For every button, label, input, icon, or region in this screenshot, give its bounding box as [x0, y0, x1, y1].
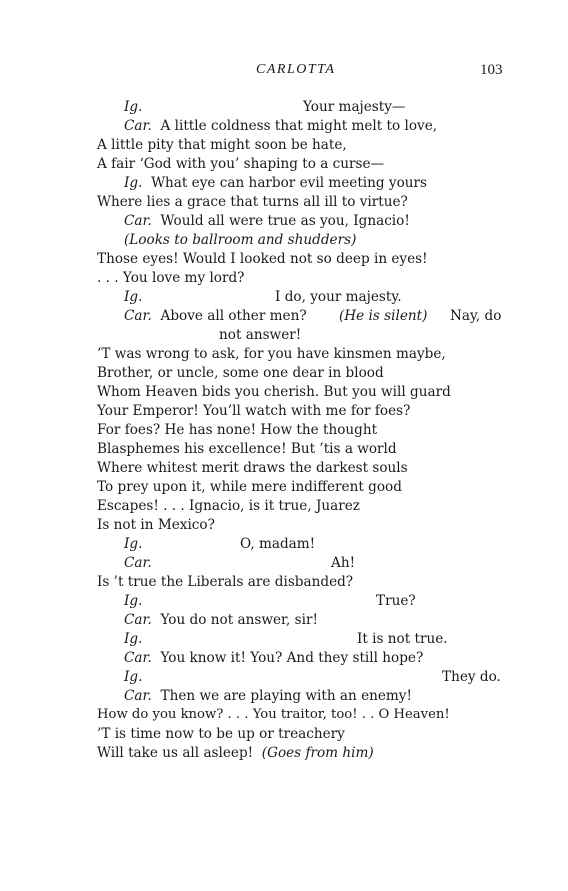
verse-line: [124, 554, 152, 572]
verse-line: Where whitest merit draws the darkest souls: [97, 460, 408, 476]
verse-line: [97, 744, 374, 762]
verse-line: [124, 592, 142, 610]
speaker-tag: Ig.: [124, 99, 143, 115]
verse-line: [331, 554, 355, 572]
verse-line: not answer!: [219, 327, 302, 343]
verse-line: [376, 592, 416, 610]
verse-line: [124, 649, 423, 667]
line-text: A little coldness that might melt to love,: [160, 118, 438, 134]
verse-line: [124, 212, 410, 230]
verse-line: [124, 288, 142, 306]
verse-line: A little pity that might soon be hate,: [97, 137, 347, 153]
speaker-tag: Ig.: [124, 593, 143, 609]
verse-line: [124, 174, 427, 192]
verse-line: [124, 535, 142, 553]
verse-line: ’T was wrong to ask, for you have kinsmen maybe,: [97, 346, 446, 362]
verse-line: . . . You love my lord?: [97, 270, 245, 286]
verse-line: [124, 630, 142, 648]
page-header: [0, 62, 568, 82]
verse-line: Your Emperor! You’ll watch with me for foes?: [97, 403, 411, 419]
speaker-tag: Car.: [124, 650, 152, 666]
verse-line: [124, 307, 307, 325]
verse-line: Is ’t true the Liberals are disbanded?: [97, 574, 354, 590]
line-text: Would all were true as you, Ignacio!: [160, 213, 410, 229]
verse-line: Whom Heaven bids you cherish. But you will guard: [97, 384, 451, 400]
line-text: What eye can harbor evil meeting yours: [151, 175, 428, 191]
line-text: Then we are playing with an enemy!: [160, 688, 412, 704]
verse-line: How do you know? . . . You traitor, too! . . O Heaven!: [97, 707, 450, 722]
stage-direction: (He is silent): [339, 308, 428, 324]
verse-line: Where lies a grace that turns all ill to virtue?: [97, 194, 408, 210]
verse-line: A fair ‘God with you’ shaping to a curse—: [97, 156, 385, 172]
line-text: O, madam!: [240, 536, 316, 552]
speaker-tag: Ig.: [124, 175, 143, 191]
verse-line: Brother, or uncle, some one dear in blood: [97, 365, 384, 381]
verse-line: ’T is time now to be up or treachery: [97, 726, 345, 742]
line-text: It is not true.: [357, 631, 448, 647]
verse-line: [303, 98, 406, 116]
verse-line: Escapes! . . . Ignacio, is it true, Juarez: [97, 498, 360, 514]
line-text: You know it! You? And they still hope?: [160, 650, 424, 666]
verse-line: [442, 668, 501, 686]
verse-line: Is not in Mexico?: [97, 517, 215, 533]
line-text: Above all other men?: [160, 308, 307, 324]
line-text: I do, your majesty.: [275, 289, 402, 305]
speaker-tag: Car.: [124, 612, 152, 628]
line-text: Will take us all asleep!: [97, 745, 254, 761]
verse-line: [357, 630, 448, 648]
line-text: Your majesty—: [303, 99, 406, 115]
verse-line: For foes? He has none! How the thought: [97, 422, 378, 438]
line-text: Ah!: [331, 555, 356, 571]
verse-line: [124, 611, 318, 629]
speaker-tag: Ig.: [124, 536, 143, 552]
running-title: CARLOTTA: [256, 62, 336, 77]
stage-direction: (Looks to ballroom and shudders): [124, 232, 357, 248]
verse-line: Blasphemes his excellence! But ’tis a world: [97, 441, 397, 457]
verse-line: To prey upon it, while mere indifferent good: [97, 479, 402, 495]
line-text: They do.: [442, 669, 501, 685]
speaker-tag: Car.: [124, 213, 152, 229]
stage-direction: (Goes from him): [261, 745, 374, 761]
speaker-tag: Ig.: [124, 289, 143, 305]
verse-line: [275, 288, 402, 306]
speaker-tag: Ig.: [124, 631, 143, 647]
line-text: True?: [376, 593, 416, 609]
verse-line: Those eyes! Would I looked not so deep in eyes!: [97, 251, 428, 267]
verse-line: [124, 98, 142, 116]
speaker-tag: Ig.: [124, 669, 143, 685]
verse-line: Nay, do: [450, 308, 502, 324]
speaker-tag: Car.: [124, 308, 152, 324]
speaker-tag: Car.: [124, 688, 152, 704]
verse-line: [240, 535, 315, 553]
verse-line: [124, 687, 412, 705]
verse-line: [124, 117, 437, 135]
line-text: You do not answer, sir!: [160, 612, 318, 628]
speaker-tag: Car.: [124, 118, 152, 134]
page-number: 103: [480, 62, 503, 78]
verse-line: [124, 668, 142, 686]
speaker-tag: Car.: [124, 555, 152, 571]
